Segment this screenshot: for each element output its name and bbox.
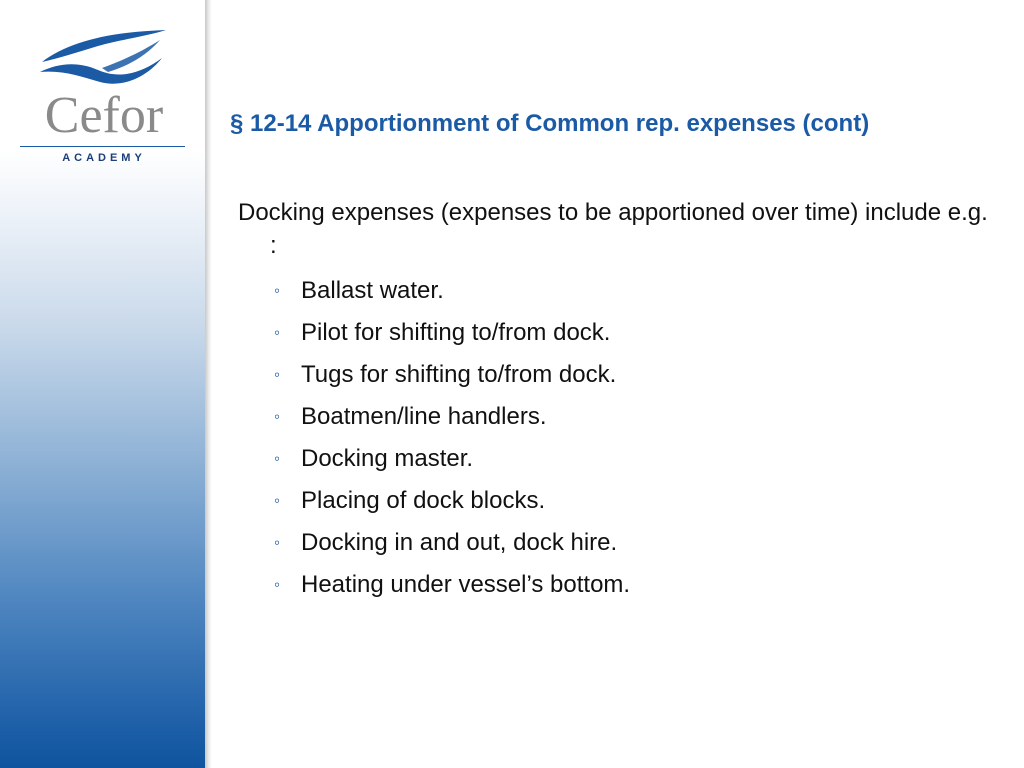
logo-divider — [20, 146, 185, 147]
bullet-marker: ◦ — [274, 575, 281, 594]
bullet-text: Boatmen/line handlers. — [301, 403, 547, 430]
intro-text: Docking expenses (expenses to be apportioned over time) include e.g. : — [238, 199, 988, 259]
bullet-item — [238, 564, 998, 606]
bullet-text: Docking master. — [301, 445, 474, 472]
logo-subtitle: ACADEMY — [62, 152, 146, 164]
slide-title: § 12-14 Apportionment of Common rep. expenses (cont) — [230, 110, 870, 137]
bullet-marker: ◦ — [274, 407, 281, 426]
bullet-marker: ◦ — [274, 365, 281, 384]
bullet-text: Docking in and out, dock hire. — [301, 529, 618, 556]
bullet-marker: ◦ — [274, 449, 281, 468]
wave-logo-icon — [38, 28, 188, 88]
bullet-marker: ◦ — [274, 491, 281, 510]
bullet-text: Placing of dock blocks. — [301, 487, 546, 514]
logo-name: Cefor — [44, 87, 164, 144]
bullet-item — [238, 438, 998, 480]
bullet-item — [238, 480, 998, 522]
bullet-marker: ◦ — [274, 323, 281, 342]
slide-body — [238, 196, 998, 606]
bullet-text: Tugs for shifting to/from dock. — [301, 361, 617, 388]
bullet-marker: ◦ — [274, 533, 281, 552]
bullet-text: Ballast water. — [301, 277, 444, 304]
bullet-item — [238, 396, 998, 438]
cefor-logo — [20, 22, 188, 167]
bullet-text: Pilot for shifting to/from dock. — [301, 319, 611, 346]
sidebar-shadow — [205, 0, 212, 768]
bullet-list — [238, 270, 998, 606]
bullet-item — [238, 354, 998, 396]
bullet-item — [238, 312, 998, 354]
bullet-item — [238, 522, 998, 564]
bullet-marker: ◦ — [274, 281, 281, 300]
bullet-item — [238, 270, 998, 312]
bullet-text: Heating under vessel’s bottom. — [301, 571, 631, 598]
